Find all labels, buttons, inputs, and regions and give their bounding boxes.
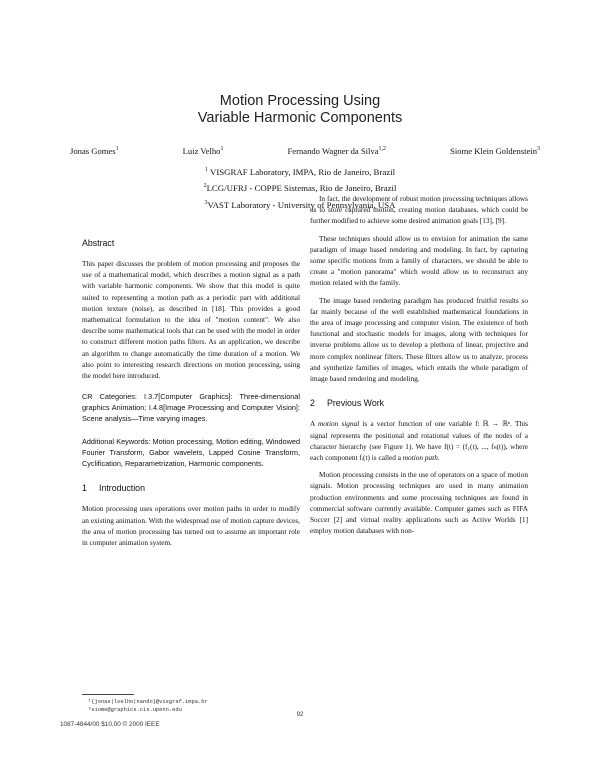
title-line-1: Motion Processing Using bbox=[219, 93, 381, 109]
paper-title bbox=[0, 93, 600, 127]
author-list bbox=[70, 146, 540, 156]
footnote-2: ³siome@graphics.cis.upenn.edu bbox=[88, 707, 182, 713]
issn-line: 1087-4844/00 $10.00 © 2000 IEEE bbox=[60, 721, 160, 728]
abstract-heading: Abstract bbox=[82, 238, 115, 248]
right-paragraph-3: The image based rendering paradigm has produced fruitful results so far mainly because of the well established mathematical foundations in the area of image processing and computer vision. The existence of both functional and stochastic models for images, along with techniques for inverse problems allow us to develop a plethora of linear, projective and more complex nonlinear filters. These filters allow us to analyze, process and synthetize families of images, which entails the whole paradigm of image based rendering and modeling. bbox=[310, 295, 528, 384]
right-paragraph-2: These techniques should allow us to envision for animation the same paradigm of image based rendering and modeling. In fact, by capturing some specific motions from a family of characters, we should be able to create a "motion panorama" which would allow us to reconstruct any motion related with the family. bbox=[310, 233, 528, 288]
intro-heading: 1 Introduction bbox=[82, 483, 145, 494]
title-line-2: Variable Harmonic Components bbox=[197, 110, 403, 126]
prev-work-paragraph-2: Motion processing consists in the use of operators on a space of motion signals. Motion processing techniques are used in many animation production environments and some processing techniques are found in commercial software currently available. Computer games such as FIFA Soccer [2] and virtual reality applications such as Active Worlds [1] employ motion databases with non- bbox=[310, 470, 528, 536]
intro-text: Motion processing uses operations over motion paths in order to modify an existing animation. With the widespread use of motion capture devices, the area of motion processing has turned out to assume an important role in computer animation system. bbox=[82, 504, 300, 548]
footnote-1: ¹{jonas|lvelho|nando}@visgraf.impa.br bbox=[88, 699, 208, 705]
author-2: Luiz Velho$^1$ bbox=[182, 146, 224, 156]
prev-work-heading: 2 Previous Work bbox=[310, 398, 385, 409]
keywords bbox=[82, 436, 300, 469]
cr-categories-label: CR Categories: bbox=[82, 392, 137, 402]
affiliation-2: $^2$LCG/UFRJ - COPPE Sistemas, Rio de Janeiro, Brazil bbox=[203, 183, 397, 194]
cr-categories bbox=[82, 391, 300, 424]
author-3: Fernando Wagner da Silva$^{1,2}$ bbox=[287, 146, 387, 156]
affiliation-3: $^3$VAST Laboratory - University of Pennsylvania, USA bbox=[204, 199, 396, 210]
author-4: Siome Klein Goldenstein$^3$ bbox=[450, 146, 540, 156]
right-paragraph-1: In fact, the development of robust motion processing techniques allows us to store captured motion, creating motion databases, which could be further modified to achieve some desired animation goals [13], [9]. bbox=[310, 194, 528, 226]
author-1: Jonas Gomes$^1$ bbox=[70, 146, 119, 156]
keywords-label: Additional Keywords: bbox=[82, 437, 151, 447]
prev-work-paragraph-1: A motion signal is a vector function of one variable f: ℝ → ℝⁿ. This signal represents the positional and rotational values of the nodes of a character hierarchy (see Figure 1). We have f(t) = (f₁(t), ..., fₙ(t)), where each component fᵢ(t) is called a motion path. bbox=[310, 419, 528, 463]
cr-categories-text: I.3.7[Computer Graphics]: Three-dimensional graphics Animation; I.4.8[Image Processing and Computer Vision]: Scene analysis—Time varying images. bbox=[82, 392, 300, 424]
affiliation-1: $^1$ VISGRAF Laboratory, IMPA, Rio de Janeiro, Brazil bbox=[204, 166, 396, 177]
page-number: 92 bbox=[296, 712, 304, 718]
right-column bbox=[310, 193, 528, 542]
left-column bbox=[82, 258, 300, 554]
keywords-text: Motion processing, Motion editing, Windowed Fourier Transform, Gabor wavelets, Lapped Cosine Transform, Cyclification, Reparametrization, Harmonic components. bbox=[82, 437, 300, 469]
footnote-rule bbox=[82, 694, 134, 695]
abstract-text: This paper discusses the problem of motion processing and proposes the use of a mathematical model, which describes a motion signal as a path with variable harmonic components. We show that this model is quite suited to representing a motion path as a periodic part with additional motion texture (noise), as described in [18]. This provides a good mathematical formulation to the idea of "motion content". We also describe some mathematical tools that can be used with the model in order to construct different motion paths filters. As an application, we describe an algorithm to change automatically the time duration of a motion. We also point to interesting research directions on motion processing, using the model here introduced. bbox=[82, 259, 300, 381]
